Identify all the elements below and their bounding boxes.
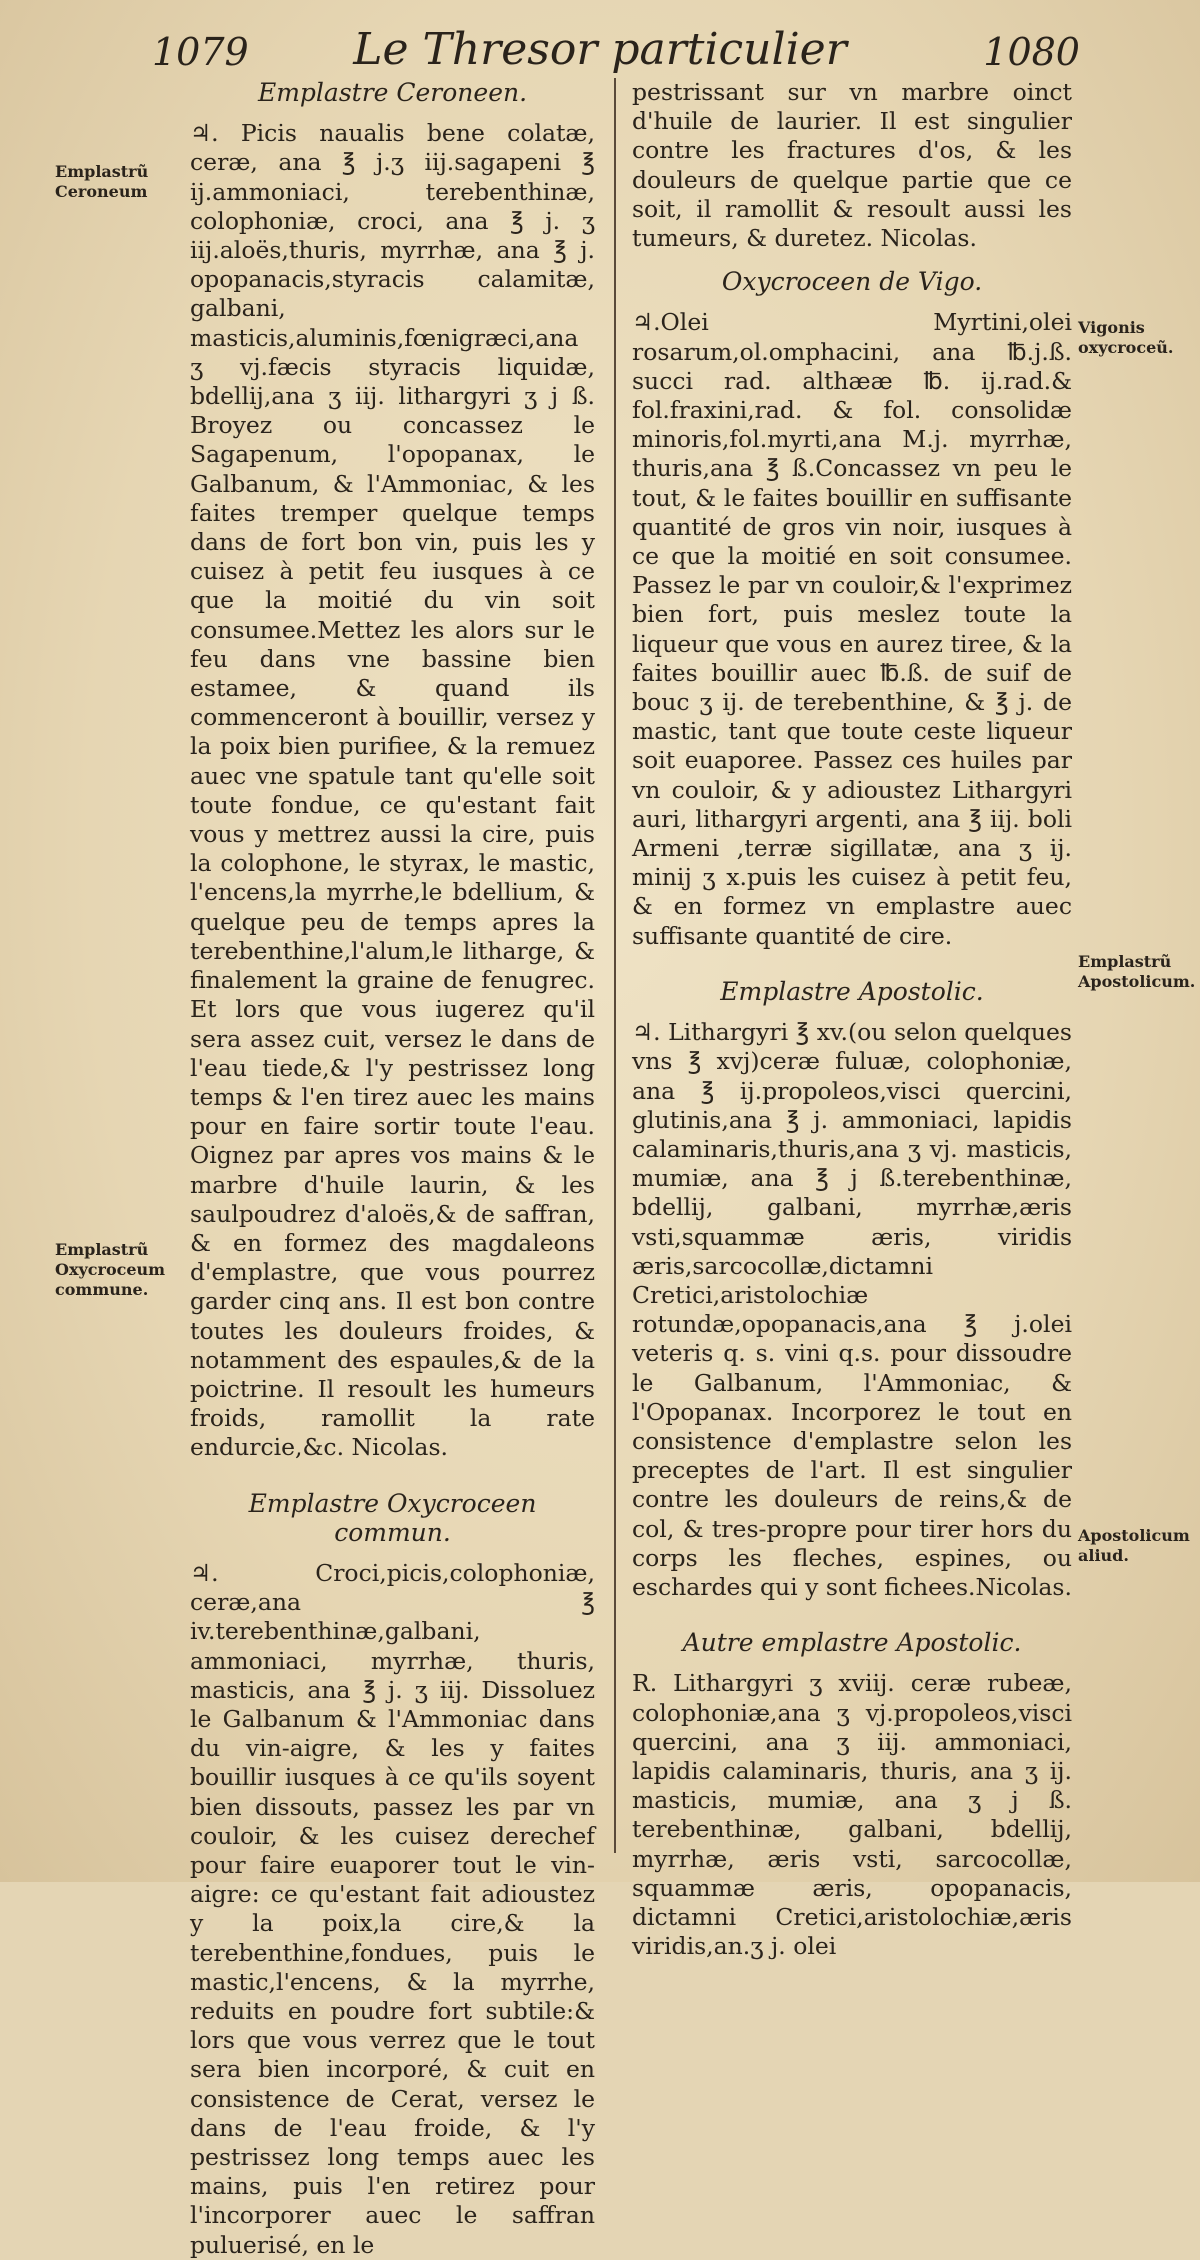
heading-emplastre-apostolic: Emplastre Apostolic. [720, 976, 984, 1006]
running-title: Le Thresor particulier [353, 24, 847, 75]
recipe-autre-apostolic: R. Lithargyri ʒ xviij. ceræ rubeæ, colophoniæ,ana ʒ vj.propoleos,visci quercini, ana ʒ iij. ammoniaci, lapidis calaminaris, thuris, ana ʒ ij. masticis, mumiæ, ana ʒ j ß. terebenthinæ, galbani, bdellij, myrrhæ, æris vsti, sarcocollæ, squammæ æris, opopanacis, dictamni Cretici,aristolochiæ,æris viridis,an.ʒ j. olei [632, 1669, 1072, 1961]
running-header [0, 20, 1200, 80]
page-number-right: 1080 [983, 30, 1080, 74]
recipe-continuation: pestrissant sur vn marbre oinct d'huile de laurier. Il est singulier contre les fractures d'os, & les douleurs de quelque partie que ce soit, il ramollit & resoult aussi les tumeurs, & duretez. Nicolas. [632, 78, 1072, 253]
column-divider [614, 78, 616, 1853]
margin-note-apostolicum: Emplastrũ Apostolicum. [1078, 952, 1196, 991]
left-column [190, 78, 595, 2260]
recipe-apostolic: ♃. Lithargyri ℥ xv.(ou selon quelques vns ℥ xvj)ceræ fuluæ, colophoniæ, ana ℥ ij.propoleos,visci quercini, glutinis,ana ℥ j. ammoniaci, lapidis calaminaris,thuris,ana ʒ vj. masticis, mumiæ, ana ℥ j ß.terebenthinæ, bdellij, galbani, myrrhæ,æris vsti,squammæ æris, viridis æris,sarcocollæ,dictamni Cretici,aristolochiæ rotundæ,opopanacis,ana ℥ j.olei veteris q. s. vini q.s. pour dissoudre le Galbanum, l'Ammoniac, & l'Opopanax. Incorporez le tout en consistence d'emplastre selon les preceptes de l'art. Il est singulier contre les douleurs de reins,& de col, & tres-propre pour tirer hors du corps les fleches, espines, ou eschardes qui y sont fichees.Nicolas. [632, 1018, 1072, 1601]
heading-oxycroceen-vigo: Oxycroceen de Vigo. [721, 267, 983, 297]
margin-note-vigonis: Vigonis oxycroceũ. [1078, 318, 1174, 357]
margin-note-ceroneum: Emplastrũ Ceroneum [55, 162, 149, 201]
margin-note-apostolicum-aliud: Apostolicum aliud. [1078, 1526, 1190, 1565]
margin-note-oxycroceum-commune: Emplastrũ Oxycroceum commune. [55, 1240, 166, 1299]
page-number-left: 1079 [152, 30, 249, 74]
recipe-oxycroceen-commun: ♃. Croci,picis,colophoniæ, ceræ,ana ℥ iv.terebenthinæ,galbani, ammoniaci, myrrhæ, thuris, masticis, ana ℥ j. ʒ iij. Dissoluez le Galbanum & l'Ammoniac dans du vin-aigre, & les y faites bouillir iusques à ce qu'ils soyent bien dissouts, passez les par vn couloir, & les cuisez derechef pour faire euaporer tout le vin-aigre: ce qu'estant fait adioustez y la poix,la cire,& la terebenthine,fondues, puis le mastic,l'encens, & la myrrhe, reduits en poudre fort subtile:& lors que vous verrez que le tout sera bien incorporé, & cuit en consistence de Cerat, versez le dans de l'eau froide, & l'y pestrissez long temps auec les mains, puis l'en retirez pour l'incorporer auec le saffran puluerisé, en le [190, 1558, 595, 2259]
recipe-ceroneen: ♃. Picis naualis bene colatæ, ceræ, ana ℥ j.ʒ iij.sagapeni ℥ ij.ammoniaci, terebenthinæ, colophoniæ, croci, ana ℥ j. ʒ iij.aloës,thuris, myrrhæ, ana ℥ j. opopanacis,styracis calamitæ, galbani, masticis,aluminis,fœnigræci,ana ʒ vj.fæcis styracis liquidæ, bdellij,ana ʒ iij. lithargyri ʒ j ß. Broyez ou concassez le Sagapenum, l'opopanax, le Galbanum, & l'Ammoniac, & les faites tremper quelque temps dans de fort bon vin, puis les y cuisez à petit feu iusques à ce que la moitié du vin soit consumee.Mettez les alors sur le feu dans vne bassine bien estamee, & quand ils commenceront à bouillir, versez y la poix bien purifiee, & la remuez auec vne spatule tant qu'elle soit toute fondue, ce qu'estant fait vous y mettrez aussi la cire, puis la colophone, le styrax, le mastic, l'encens,la myrrhe,le bdellium, & quelque peu de temps apres la terebenthine,l'alum,le litharge, & finalement la graine de fenugrec. Et lors que vous iugerez qu'il sera assez cuit, versez le dans de l'eau tiede,& l'y pestrissez long temps & l'en tirez auec les mains pour en faire sortir toute l'eau. Oignez par apres vos mains & le marbre d'huile laurin, & les saulpoudrez d'aloës,& de saffran, & en formez des magdaleons d'emplastre, que vous pourrez garder cinq ans. Il est bon contre toutes les douleurs froides, & notamment des espaules,& de la poictrine. Il resoult les humeurs froids, ramollit la rate endurcie,&c. Nicolas. [190, 119, 595, 1462]
heading-emplastre-ceroneen: Emplastre Ceroneen. [257, 78, 528, 107]
recipe-oxycroceen-vigo: ♃.Olei Myrtini,olei rosarum,ol.omphacini, ana ℔.j.ß. succi rad. althææ ℔. ij.rad.& fol.fraxini,rad. & fol. consolidæ minoris,fol.myrti,ana M.j. myrrhæ, thuris,ana ℥ ß.Concassez vn peu le tout, & le faites bouillir en suffisante quantité de gros vin noir, iusques à ce que la moitié en soit consumee. Passez le par vn couloir,& l'exprimez bien fort, puis meslez toute la liqueur que vous en aurez tiree, & la faites bouillir auec ℔.ß. de suif de bouc ʒ ij. de terebenthine, & ℥ j. de mastic, tant que toute ceste liqueur soit euaporee. Passez ces huiles par vn couloir, & y adioustez Lithargyri auri, lithargyri argenti, ana ℥ iij. boli Armeni ,terræ sigillatæ, ana ʒ ij. minij ʒ x.puis les cuisez à petit feu, & en formez vn emplastre auec suffisante quantité de cire. [632, 308, 1072, 950]
heading-autre-apostolic: Autre emplastre Apostolic. [682, 1628, 1022, 1658]
right-column [632, 78, 1072, 1961]
heading-oxycroceen-commun: Emplastre Oxycroceen commun. [248, 1488, 537, 1547]
